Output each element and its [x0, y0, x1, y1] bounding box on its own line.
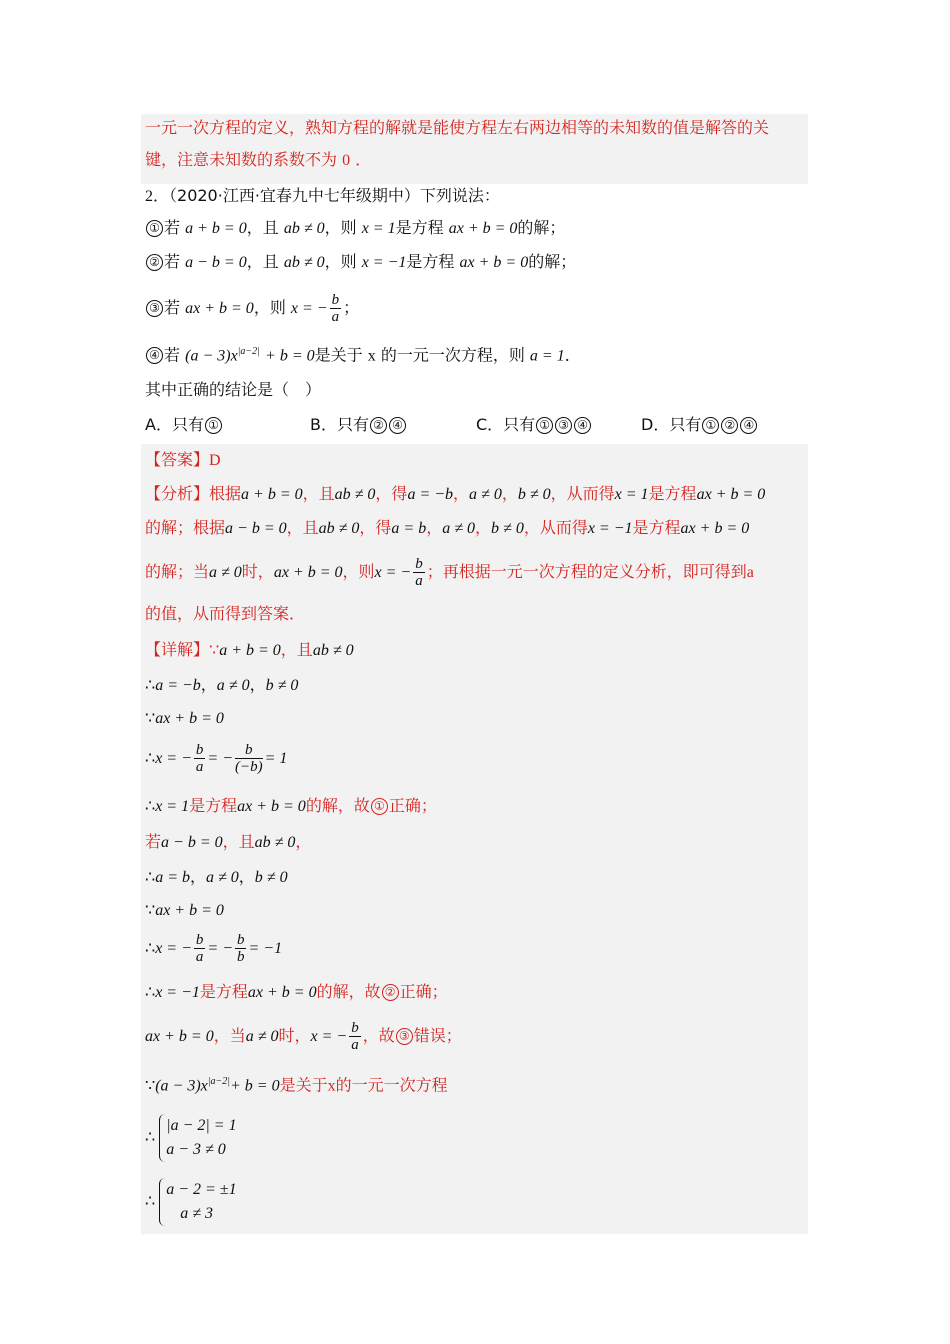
- a1-t6: ，: [453, 484, 470, 503]
- option-b-circle-2: ④: [389, 417, 406, 434]
- detail-line-3: [145, 708, 224, 729]
- a1-m1: a + b = 0: [241, 486, 303, 503]
- d7-1: a = b: [155, 869, 190, 886]
- d4-frac-1: [194, 742, 206, 775]
- d9-frac-2: [235, 932, 247, 965]
- option-d-circle-1: ①: [702, 417, 719, 434]
- d4-den-2: (−b): [234, 759, 263, 775]
- d3-1: ax + b = 0: [155, 710, 224, 727]
- d4-num-1: b: [195, 742, 204, 758]
- analysis-line-4: [145, 604, 305, 624]
- d11-0: ax + b = 0: [145, 1028, 214, 1045]
- prompt-text: 其中正确的结论是（ ）: [145, 380, 322, 399]
- d5-6: 正确；: [388, 796, 437, 815]
- s3-eq-a: ax + b = 0: [185, 300, 254, 317]
- d13-eq-2: a − 3 ≠ 0: [166, 1140, 226, 1158]
- option-c-circle-3: ④: [574, 417, 591, 434]
- question-number: 2．: [145, 188, 170, 205]
- a1-m7: a ≠ 0: [469, 486, 502, 503]
- a3-t2: 时，: [241, 562, 274, 581]
- d9-4: = −: [207, 940, 233, 957]
- prev-line-1: [145, 118, 769, 138]
- d8-1: ax + b = 0: [155, 902, 224, 919]
- a1-t4: ，得: [375, 484, 408, 503]
- d2-5: b ≠ 0: [265, 677, 299, 694]
- a1-t10: ，从而得: [550, 484, 615, 503]
- d3-0: ∵: [145, 708, 156, 727]
- a1-t0: 根据: [209, 484, 242, 503]
- s2-mid: ，且: [246, 252, 279, 271]
- detail-line-4: [145, 738, 287, 779]
- statement-1: [145, 218, 565, 239]
- d10-4: 的解，故: [316, 982, 381, 1001]
- a1-t8: ，: [501, 484, 518, 503]
- s3-den: a: [331, 309, 340, 325]
- s3-eq-x: x = −: [290, 300, 328, 317]
- d2-2: ，: [200, 675, 217, 694]
- detail-line-1: [145, 640, 354, 661]
- option-d-circle-2: ②: [721, 417, 738, 434]
- d11-9: 错误；: [413, 1026, 462, 1045]
- d14-eq-1: a − 2 = ±1: [166, 1180, 237, 1198]
- d13-0: ∴: [145, 1127, 156, 1146]
- s4-end: ．: [564, 345, 581, 365]
- d2-1: a = −b: [155, 677, 201, 694]
- circle-1: ①: [146, 220, 163, 237]
- d1-0: ∵: [209, 640, 220, 659]
- a1-m5: a = −b: [407, 486, 454, 503]
- d2-4: ，: [249, 675, 266, 694]
- d6-3: ab ≠ 0: [254, 834, 296, 851]
- analysis-line-3: [145, 554, 754, 591]
- a2-m11: x = −1: [587, 520, 633, 537]
- s2-eq-a: a − b = 0: [185, 254, 247, 271]
- a2-t2: ，且: [286, 518, 319, 537]
- prev-text-1: 一元一次方程的定义，熟知方程的解就是能使方程左右两边相等的未知数的值是解答的关: [145, 118, 770, 137]
- option-d-circle-3: ④: [740, 417, 757, 434]
- s3-num: b: [331, 292, 340, 308]
- d12-exp: |a−2|: [207, 1076, 230, 1087]
- d13-system: [159, 1114, 236, 1162]
- d6-1: a − b = 0: [161, 834, 223, 851]
- a2-t12: 是方程: [632, 518, 681, 537]
- s1-eq-d: ax + b = 0: [448, 220, 518, 237]
- option-b[interactable]: [310, 415, 407, 435]
- s4-eq-a: (a − 3)x: [185, 347, 238, 365]
- answer-value: D: [209, 452, 221, 469]
- statement-3: [145, 290, 359, 327]
- s4-eq-b: + b = 0: [265, 347, 315, 365]
- d11-4: x = −: [310, 1028, 348, 1045]
- prev-end: ．: [355, 150, 372, 169]
- a2-m13: ax + b = 0: [680, 520, 750, 537]
- d9-7: = −1: [248, 940, 283, 957]
- s1-mid: ，且: [246, 218, 279, 237]
- s2-mid2: ，则: [324, 252, 357, 271]
- a2-t0: 的解；根据: [145, 518, 226, 537]
- d11-den: a: [351, 1037, 359, 1053]
- d11-num: b: [351, 1020, 359, 1036]
- circle-4: ④: [146, 347, 163, 364]
- s1-pre: 若: [164, 218, 181, 237]
- d12-3: + b = 0: [230, 1077, 280, 1095]
- d9-den-1: a: [195, 949, 204, 965]
- d14-system: [159, 1178, 236, 1226]
- s2-eq-d: ax + b = 0: [459, 254, 529, 271]
- s4-pre: 若: [164, 345, 181, 365]
- option-a-circle-1: ①: [205, 417, 222, 434]
- analysis-tag: 【分析】: [145, 484, 210, 503]
- d1-3: ab ≠ 0: [312, 642, 354, 659]
- d4-num-2: b: [235, 742, 263, 759]
- d11-2: a ≠ 0: [245, 1028, 279, 1045]
- a2-m7: a ≠ 0: [442, 520, 476, 537]
- a2-m1: a − b = 0: [225, 520, 287, 537]
- a3-t8: ；再根据一元一次方程的定义分析，即可得到: [426, 562, 747, 581]
- prev-line-2: [145, 150, 371, 171]
- a3-fraction: [413, 556, 425, 589]
- a1-m3: ab ≠ 0: [334, 486, 376, 503]
- s3-mid: ，则: [253, 298, 286, 317]
- d7-2: ，: [189, 867, 206, 886]
- d1-2: ，且: [280, 640, 313, 659]
- s2-eq-c: x = −1: [361, 254, 407, 271]
- d4-7: = 1: [264, 750, 288, 767]
- detail-line-13: [145, 1112, 237, 1162]
- a1-m13: ax + b = 0: [696, 486, 766, 503]
- d9-num-1: b: [195, 932, 204, 948]
- s4-mid: 是关于: [314, 345, 363, 365]
- s1-mid2: ，则: [324, 218, 357, 237]
- d4-4: = −: [207, 750, 233, 767]
- a3-a: a: [746, 564, 754, 581]
- d10-circle: ②: [382, 984, 399, 1001]
- a3-m3: ax + b = 0: [273, 564, 343, 581]
- analysis-line-2: [145, 518, 749, 539]
- d11-3: 时，: [278, 1026, 311, 1045]
- d14-0: ∴: [145, 1191, 156, 1210]
- detail-line-12: [145, 1072, 448, 1096]
- a2-m3: ab ≠ 0: [318, 520, 360, 537]
- d6-4: ，: [295, 832, 312, 851]
- d9-1: x = −: [155, 940, 192, 957]
- s4-x: x: [367, 347, 376, 365]
- d4-den-1: a: [195, 759, 204, 775]
- detail-line-7: [145, 867, 288, 888]
- d9-den-2: b: [236, 949, 245, 965]
- a2-t10: ，从而得: [523, 518, 588, 537]
- d5-3: ax + b = 0: [237, 798, 306, 815]
- d7-3: a ≠ 0: [206, 869, 239, 886]
- detail-tag: 【详解】: [145, 640, 210, 659]
- a1-m11: x = 1: [614, 486, 649, 503]
- a2-t8: ，: [475, 518, 492, 537]
- d11-frac: [349, 1020, 361, 1053]
- circle-2: ②: [146, 254, 163, 271]
- option-a[interactable]: [145, 415, 223, 435]
- d4-1: x = −: [155, 750, 192, 767]
- answer-line: [145, 450, 221, 471]
- s4-eq-c: a = 1: [529, 347, 565, 365]
- a1-t2: ，且: [302, 484, 335, 503]
- a2-m5: a = b: [391, 520, 427, 537]
- d6-2: ，且: [222, 832, 255, 851]
- d11-circle: ③: [396, 1028, 413, 1045]
- statement-2: [145, 252, 576, 273]
- a3-den: a: [415, 573, 423, 589]
- s4-mid2: 的一元一次方程，则: [380, 345, 525, 365]
- d9-frac-1: [194, 932, 206, 965]
- option-c[interactable]: [476, 415, 592, 435]
- detail-line-2: [145, 675, 298, 696]
- d14-eq-2: a ≠ 3: [180, 1204, 213, 1222]
- s3-end: ；: [343, 298, 360, 317]
- d10-1: x = −1: [155, 984, 200, 1001]
- a3-num: b: [415, 556, 423, 572]
- detail-line-8: [145, 900, 224, 921]
- s2-end: 的解；: [528, 252, 577, 271]
- d11-1: ，当: [213, 1026, 246, 1045]
- question-prompt: [145, 380, 321, 400]
- d7-4: ，: [238, 867, 255, 886]
- analysis-line-1: [145, 484, 765, 505]
- option-b-label: B．只有: [310, 415, 369, 434]
- option-c-circle-1: ①: [536, 417, 553, 434]
- s2-eq-b: ab ≠ 0: [283, 254, 325, 271]
- s3-pre: 若: [164, 298, 181, 317]
- d4-0: ∴: [145, 748, 156, 767]
- statement-4: [145, 342, 581, 366]
- d12-x: x: [327, 1077, 336, 1095]
- option-c-circle-2: ③: [555, 417, 572, 434]
- d5-1: x = 1: [155, 798, 190, 815]
- d12-1: (a − 3)x: [155, 1077, 208, 1095]
- s1-eq-c: x = 1: [361, 220, 396, 237]
- a2-t6: ，: [426, 518, 443, 537]
- s1-eq-a: a + b = 0: [185, 220, 247, 237]
- d1-1: a + b = 0: [219, 642, 281, 659]
- circle-3: ③: [146, 300, 163, 317]
- s2-pre: 若: [164, 252, 181, 271]
- a3-m1: a ≠ 0: [209, 564, 242, 581]
- d10-6: 正确；: [399, 982, 448, 1001]
- d8-0: ∵: [145, 900, 156, 919]
- answer-tag: 【答案】: [145, 450, 210, 469]
- a4-text: 的值，从而得到答案．: [145, 604, 306, 623]
- d2-3: a ≠ 0: [216, 677, 250, 694]
- detail-line-11: [145, 1016, 462, 1057]
- d10-3: ax + b = 0: [247, 984, 317, 1001]
- d2-0: ∴: [145, 675, 156, 694]
- d12-0: ∵: [145, 1075, 156, 1095]
- prev-text-2: 键，注意未知数的系数不为: [145, 150, 338, 169]
- question-source: （2020·江西·宜春九中七年级期中）下列说法：: [169, 186, 500, 205]
- d10-2: 是方程: [199, 982, 248, 1001]
- d11-7: ，故: [362, 1026, 395, 1045]
- d13-eq-1: |a − 2| = 1: [166, 1116, 237, 1134]
- d9-num-2: b: [236, 932, 245, 948]
- prev-zero: 0: [342, 152, 351, 169]
- detail-line-6: [145, 832, 311, 853]
- option-d[interactable]: [641, 415, 758, 435]
- option-c-label: C．只有: [476, 415, 536, 434]
- d5-2: 是方程: [189, 796, 238, 815]
- detail-line-5: [145, 796, 437, 817]
- question-header: [145, 186, 500, 207]
- d7-0: ∴: [145, 867, 156, 886]
- option-a-label: A．只有: [145, 415, 204, 434]
- s4-exponent: |a−2|: [237, 346, 260, 357]
- a2-m9: b ≠ 0: [491, 520, 524, 537]
- d12-6: 的一元一次方程: [335, 1075, 448, 1095]
- d6-0: 若: [145, 832, 162, 851]
- a1-m9: b ≠ 0: [517, 486, 551, 503]
- option-b-circle-1: ②: [370, 417, 387, 434]
- d12-4: 是关于: [279, 1075, 328, 1095]
- d5-circle: ①: [371, 798, 388, 815]
- s2-mid3: 是方程: [406, 252, 455, 271]
- detail-line-9: [145, 928, 282, 969]
- a3-t0: 的解；当: [145, 562, 210, 581]
- a3-t4: ，则: [342, 562, 375, 581]
- d5-4: 的解，故: [305, 796, 370, 815]
- s1-mid3: 是方程: [395, 218, 444, 237]
- s1-eq-b: ab ≠ 0: [283, 220, 325, 237]
- s1-end: 的解；: [517, 218, 566, 237]
- d5-0: ∴: [145, 796, 156, 815]
- a3-m5: x = −: [374, 564, 412, 581]
- d10-0: ∴: [145, 982, 156, 1001]
- s3-fraction: [330, 292, 342, 325]
- d4-frac-2: [235, 742, 263, 775]
- d9-0: ∴: [145, 938, 156, 957]
- a1-t12: 是方程: [648, 484, 697, 503]
- detail-line-14: [145, 1176, 237, 1226]
- a2-t4: ，得: [359, 518, 392, 537]
- option-d-label: D．只有: [641, 415, 702, 434]
- d7-5: b ≠ 0: [254, 869, 288, 886]
- detail-line-10: [145, 982, 448, 1003]
